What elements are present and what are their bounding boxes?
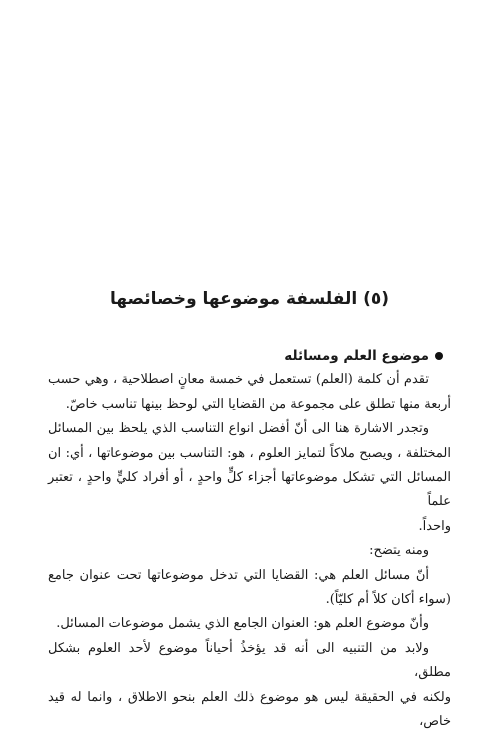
text-line: ولكنه في الحقيقة ليس هو موضوع ذلك العلم بنحو الاطلاق ، وانما له قيد خاص، — [48, 689, 451, 730]
section-heading — [48, 344, 451, 368]
paragraph-4 — [48, 564, 451, 613]
paragraph-6 — [48, 637, 451, 735]
bullet-icon — [435, 352, 443, 360]
paragraph-3 — [48, 539, 451, 563]
body-text — [48, 344, 451, 735]
text-line: ومنه يتضح: — [369, 543, 429, 559]
chapter-title: (٥) الفلسفة موضوعها وخصائصها — [109, 289, 390, 309]
text-line: أربعة منها تطلق على مجموعة من القضايا التي لوحظ بينها تناسب خاصّ. — [65, 396, 451, 412]
paragraph-5 — [48, 612, 451, 636]
text-line: ولابد من التنبيه الى أنه قد يؤخذُ أحياناً موضوع لأحد العلوم بشكل مطلق، — [48, 640, 451, 681]
text-line: (سواء أكان كلاً أم كليّاً). — [325, 592, 451, 608]
section-heading-text: موضوع العلم ومسائله — [284, 348, 429, 364]
text-line: تقدم أن كلمة (العلم) تستعمل في خمسة معانٍ اصطلاحية ، وهي حسب — [48, 372, 429, 388]
paragraph-2 — [48, 417, 451, 539]
text-line: المختلفة ، ويصبح ملاكاً لتمايز العلوم ، هو: التناسب بين موضوعاتها ، أي: ان — [48, 445, 451, 461]
text-line: واحداً. — [418, 518, 451, 534]
text-line: وأنّ موضوع العلم هو: العنوان الجامع الذي يشمل موضوعات المسائل. — [56, 616, 429, 632]
text-line: وتجدر الاشارة هنا الى أنّ أفضل انواع التناسب الذي يلحظ بين المسائل — [48, 421, 429, 437]
paragraph-1 — [48, 368, 451, 417]
text-line: المسائل التي تشكل موضوعاتها أجزاء كلٍّ واحدٍ ، أو أفراد كليٍّ واحدٍ ، تعتبر علماً — [48, 470, 451, 510]
text-line: أنّ مسائل العلم هي: القضايا التي تدخل موضوعاتها تحت عنوان جامع — [48, 567, 429, 583]
